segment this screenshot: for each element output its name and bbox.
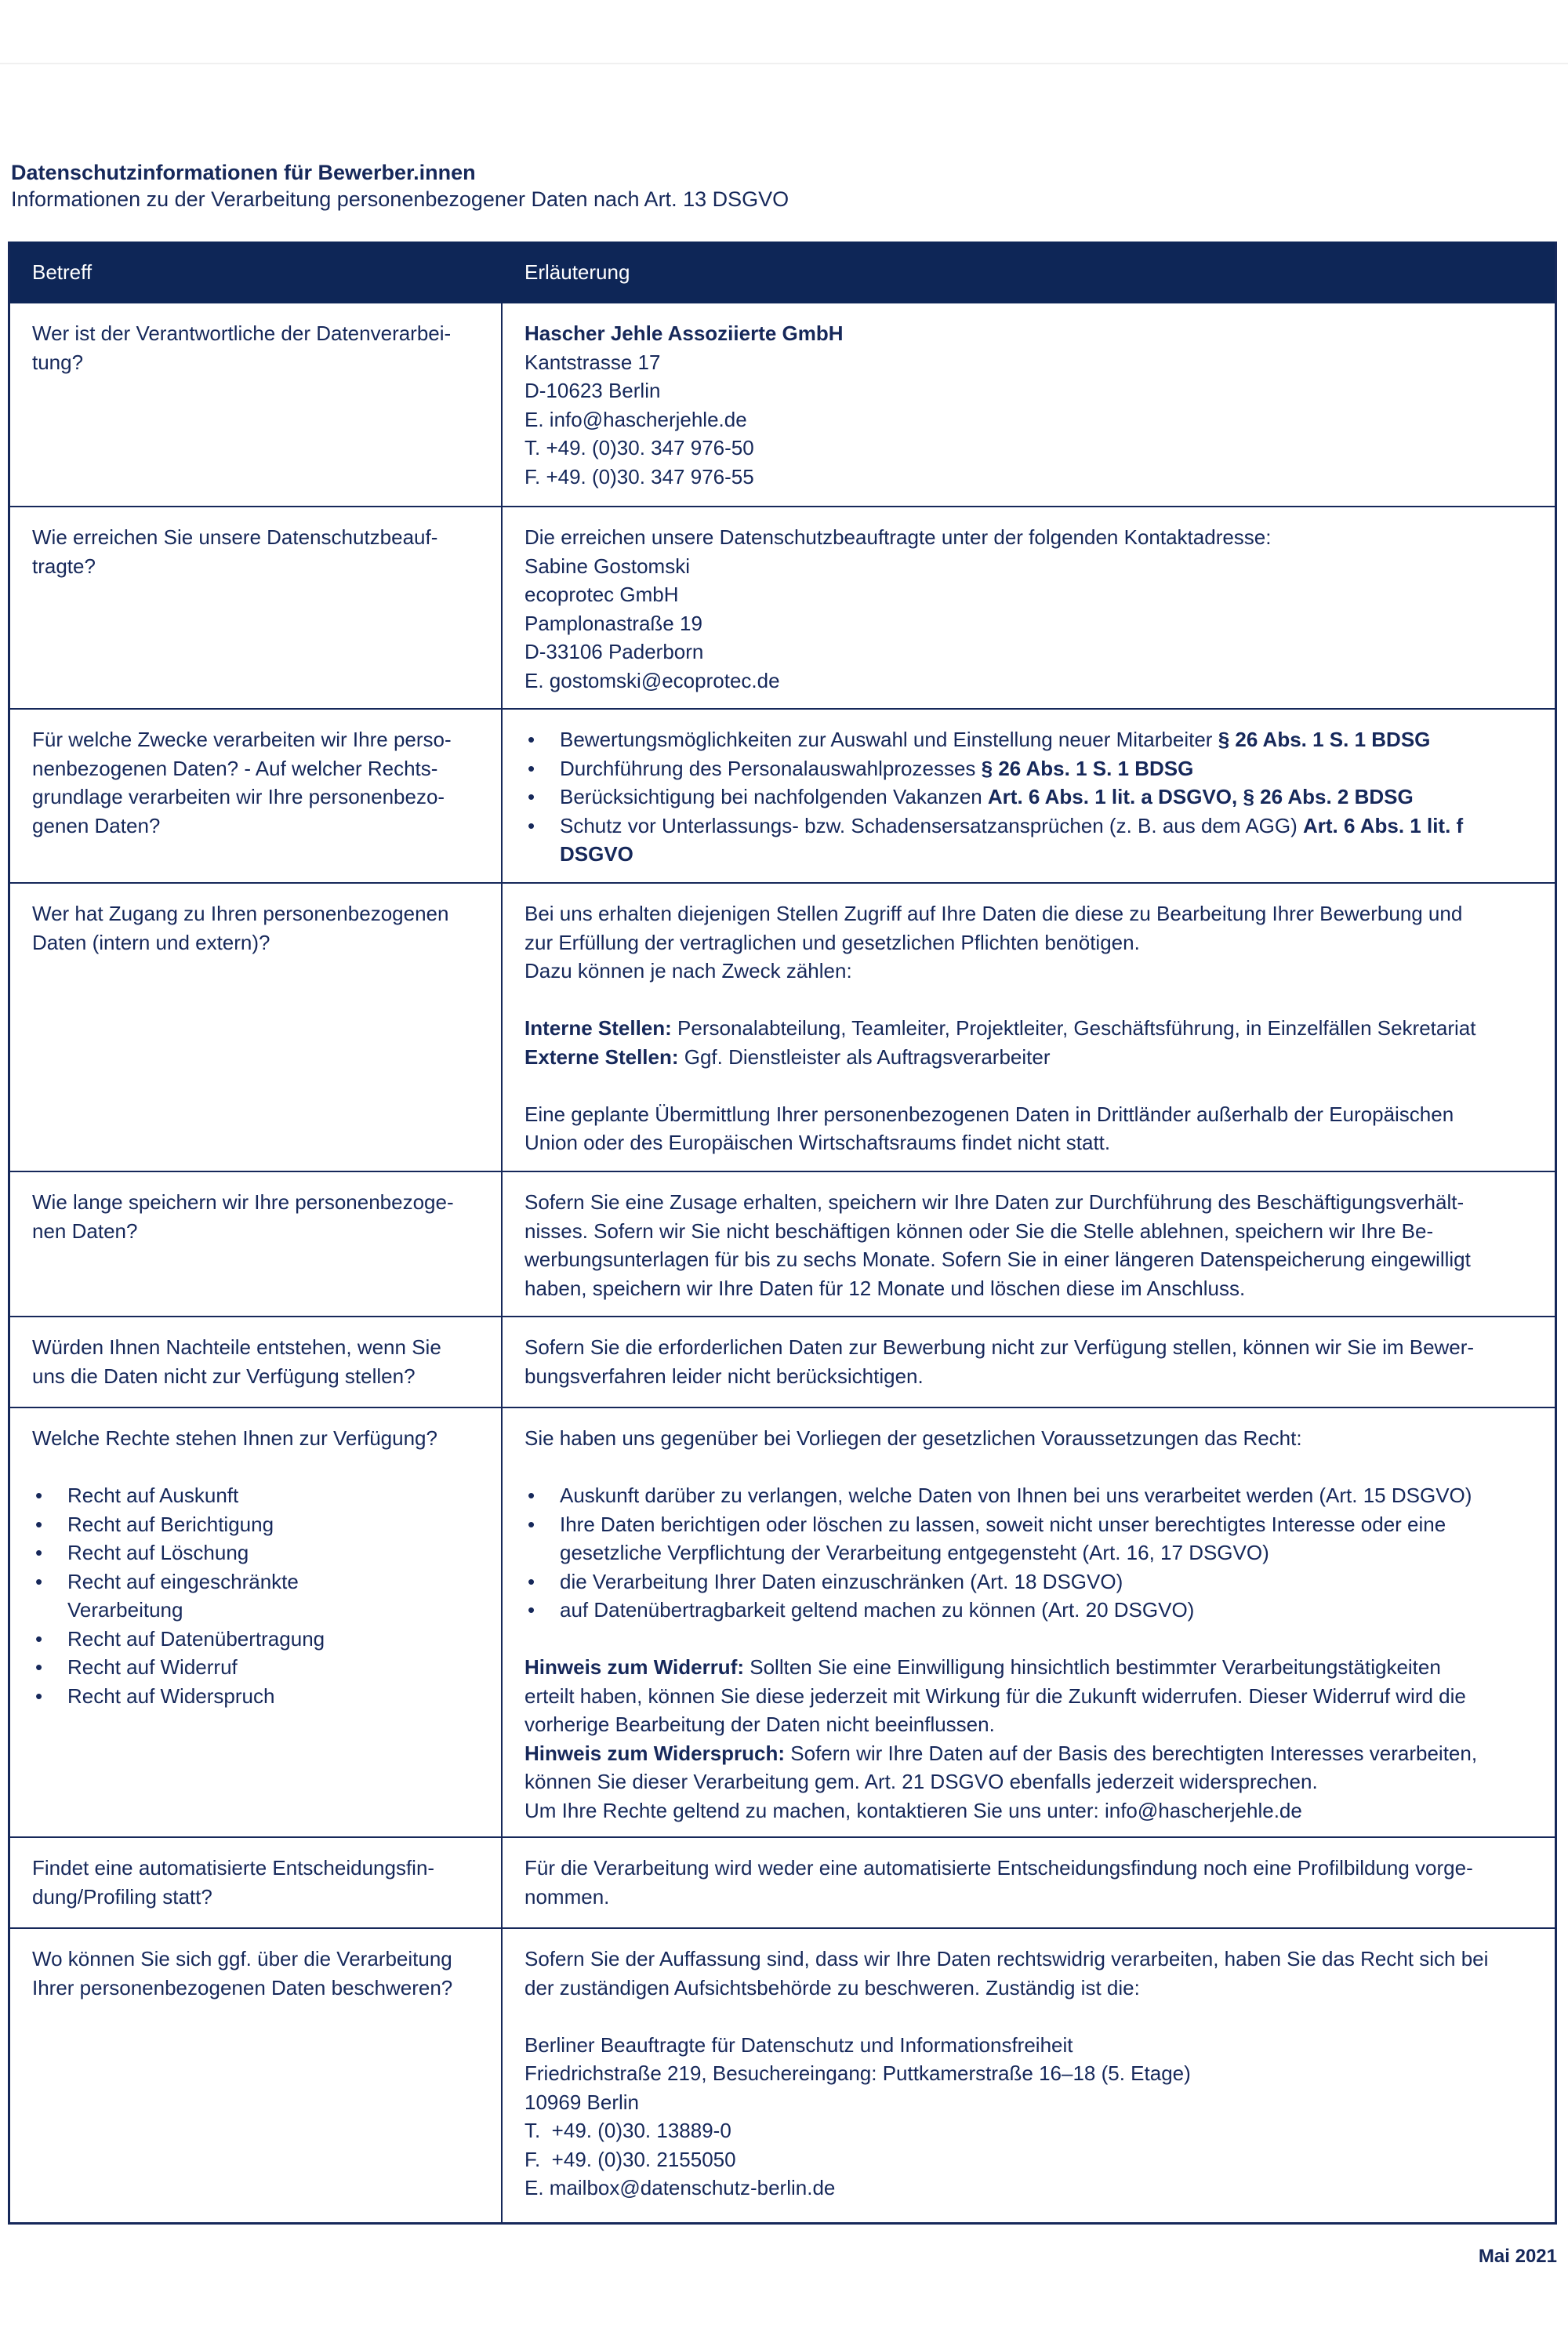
list-item: • Schutz vor Unterlassungs- bzw. Schadensersatzansprüchen (z. B. aus dem AGG) Art. 6 Abs. 1 lit. f DSGVO [524, 812, 1533, 869]
list-item: • Bewertungsmöglichkeiten zur Auswahl und Einstellung neuer Mitarbeiter § 26 Abs. 1 S. 1 BDSG [524, 725, 1533, 754]
document-subtitle: Informationen zu der Verarbeitung personenbezogener Daten nach Art. 13 DSGVO [11, 187, 789, 211]
external-bodies: Externe Stellen: Ggf. Dienstleister als Auftragsverarbeiter [524, 1044, 1051, 1069]
table-row [10, 506, 1555, 708]
email-link[interactable]: E. gostomski@ecoprotec.de [524, 668, 780, 692]
row-question: Wer ist der Verantwortliche der Datenverarbei- tung? [10, 303, 503, 506]
row-question: Wie erreichen Sie unsere Datenschutzbeauf- tragte? [10, 507, 503, 708]
table-row [10, 1836, 1555, 1927]
row-question: Wo können Sie sich ggf. über die Verarbeitung Ihrer personenbezogenen Daten beschweren? [10, 1929, 503, 2222]
table-row [10, 1927, 1555, 2222]
objection-note: Hinweis zum Widerspruch: Sofern wir Ihre Daten auf der Basis des berechtigten Interesses verarbeiten, können Sie dieser Verarbeitung gem. Art. 21 DSGVO ebenfalls jederzeit widersprechen. [524, 1741, 1478, 1793]
list-item: • Berücksichtigung bei nachfolgenden Vakanzen Art. 6 Abs. 1 lit. a DSGVO, § 26 Abs. 2 BDSG [524, 783, 1533, 812]
row-question: Für welche Zwecke verarbeiten wir Ihre perso- nenbezogenen Daten? - Auf welcher Rechts- grundlage verarbeiten wir Ihre personenbezo- genen Daten? [10, 710, 503, 882]
document-title: Datenschutzinformationen für Bewerber.innen [11, 161, 476, 184]
contact-note: Um Ihre Rechte geltend zu machen, kontaktieren Sie uns unter: info@hascherjehle.de [524, 1798, 1302, 1822]
list-item: • Ihre Daten berichtigen oder löschen zu lassen, soweit nicht unser berechtigtes Interesse oder eine gesetzliche Verpflichtung der Verarbeitung entgegensteht (Art. 16, 17 DSGVO) [524, 1510, 1533, 1567]
row-answer: Sofern Sie eine Zusage erhalten, speichern wir Ihre Daten zur Durchführung des Beschäftigungsverhält- nisses. Sofern wir Sie nicht beschäftigen können oder Sie die Stelle ablehnen, speichern wir Ihre Be- werbungsunterlagen für bis zu sechs Monate. Sofern Sie in einer längeren Datenspeicherung eingewilligt haben, speichern wir Ihre Daten für 12 Monate und löschen diese im Anschluss. [524, 1190, 1471, 1300]
internal-bodies: Interne Stellen: Personalabteilung, Teamleiter, Projektleiter, Geschäftsführung, in Einzelfällen Sekretariat [524, 1016, 1476, 1040]
row-question: Findet eine automatisierte Entscheidungsfin- dung/Profiling statt? [10, 1838, 503, 1927]
company-name: Hascher Jehle Assoziierte GmbH [524, 321, 844, 345]
table-row [10, 882, 1555, 1171]
row-answer [503, 710, 1555, 882]
row-question: Würden Ihnen Nachteile entstehen, wenn Sie uns die Daten nicht zur Verfügung stellen? [10, 1317, 503, 1407]
email-link[interactable]: E. info@hascherjehle.de [524, 407, 747, 431]
list-item: • Durchführung des Personalauswahlprozesses § 26 Abs. 1 S. 1 BDSG [524, 754, 1533, 783]
list-item: • Recht auf Löschung [32, 1538, 479, 1567]
list-item: • Auskunft darüber zu verlangen, welche Daten von Ihnen bei uns verarbeitet werden (Art. 15 DSGVO) [524, 1481, 1533, 1510]
row-answer: Sie haben uns gegenüber bei Vorliegen der gesetzlichen Voraussetzungen das Recht: • Auskunft darüber zu verlangen, welche Daten von Ihnen bei uns verarbeitet werden (Art. 15 DSGVO) • Ihre Daten berichtigen oder löschen zu lassen, soweit nicht unser berechtigtes Interesse oder eine gesetzliche Verpflichtung der Verarbeitung entgegensteht (Art. 16, 17 DSGVO) • die Verarbeitung Ihrer Daten einzuschränken (Art. 18 DSGVO) • auf Datenübertragbarkeit geltend machen zu können (Art. 20 DSGVO) Hinweis zum Widerruf: Sollten Sie eine Einwilligung hinsichtlich bestimmter Verarbeitungstätigkeiten erteilt haben, können Sie diese jederzeit mit Wirkung für die Zukunft widerrufen. Dieser Widerruf wird die vorherige Bearbeitung der Daten nicht beeinflussen. Hinweis zum Widerspruch: Sofern wir Ihre Daten auf der Basis des berechtigten Interesses verarbeiten, können Sie dieser Verarbeitung gem. Art. 21 DSGVO ebenfalls jederzeit widersprechen. Um Ihre Rechte geltend zu machen, kontaktieren Sie uns unter: info@hascherjehle.de [503, 1408, 1555, 1836]
top-divider [0, 63, 1568, 64]
table-row [10, 1171, 1555, 1316]
list-item: • Recht auf Auskunft [32, 1481, 479, 1510]
row-answer: Bei uns erhalten diejenigen Stellen Zugriff auf Ihre Daten die diese zu Bearbeitung Ihrer Bewerbung und zur Erfüllung der vertraglichen und gesetzlichen Pflichten benötigen. Dazu können je nach Zweck zählen: Interne Stellen: Personalabteilung, Teamleiter, Projektleiter, Geschäftsführung, in Einzelfällen Sekretariat Externe Stellen: Ggf. Dienstleister als Auftragsverarbeiter Eine geplante Übermittlung Ihrer personenbezogenen Daten in Drittländer außerhalb der Europäischen Union oder des Europäischen Wirtschaftsraums findet nicht statt. [503, 884, 1555, 1171]
list-item: • Recht auf eingeschränkte Verarbeitung [32, 1567, 479, 1625]
table-header [10, 242, 1555, 303]
row-answer: Die erreichen unsere Datenschutzbeauftragte unter der folgenden Kontaktadresse: Sabine Gostomski ecoprotec GmbH Pamplonastraße 19 D-33106 Paderborn E. gostomski@ecoprotec.de [503, 507, 1555, 708]
email-link[interactable]: E. mailbox@datenschutz-berlin.de [524, 2176, 836, 2199]
row-answer: Für die Verarbeitung wird weder eine automatisierte Entscheidungsfindung noch eine Profilbildung vorge- nommen. [524, 1856, 1473, 1909]
row-answer: Sofern Sie die erforderlichen Daten zur Bewerbung nicht zur Verfügung stellen, können wir Sie im Bewer- bungsverfahren leider nicht berücksichtigen. [524, 1335, 1475, 1388]
table-row [10, 1316, 1555, 1407]
list-item: • Recht auf Datenübertragung [32, 1625, 479, 1654]
rights-list [32, 1481, 479, 1710]
revocation-note: Hinweis zum Widerruf: Sollten Sie eine Einwilligung hinsichtlich bestimmter Verarbeitungstätigkeiten erteilt haben, können Sie diese jederzeit mit Wirkung für die Zukunft widerrufen. Dieser Widerruf wird die vorherige Bearbeitung der Daten nicht beeinflussen. [524, 1655, 1466, 1736]
column-header-explanation: Erläuterung [524, 260, 630, 284]
table-row [10, 708, 1555, 882]
list-item: • auf Datenübertragbarkeit geltend machen zu können (Art. 20 DSGVO) [524, 1596, 1533, 1625]
row-answer: Sofern Sie der Auffassung sind, dass wir Ihre Daten rechtswidrig verarbeiten, haben Sie das Recht sich bei der zuständigen Aufsichtsbehörde zu beschweren. Zuständig ist die: Berliner Beauftragte für Datenschutz und Informationsfreiheit Friedrichstraße 219, Besuchereingang: Puttkamerstraße 16–18 (5. Etage) 10969 Berlin T. +49. (0)30. 13889-0 F. +49. (0)30. 2155050 E. mailbox@datenschutz-berlin.de [503, 1929, 1555, 2222]
row-answer: Hascher Jehle Assoziierte GmbH Kantstrasse 17 D-10623 Berlin E. info@hascherjehle.de T. +49. (0)30. 347 976-50 F. +49. (0)30. 347 976-55 [503, 303, 1555, 506]
document-date: Mai 2021 [1478, 2246, 1557, 2267]
list-item: • Recht auf Berichtigung [32, 1510, 479, 1539]
table-row [10, 303, 1555, 506]
column-header-subject: Betreff [32, 260, 93, 284]
privacy-info-table [8, 242, 1557, 2225]
list-item: • die Verarbeitung Ihrer Daten einzuschränken (Art. 18 DSGVO) [524, 1567, 1533, 1596]
rights-detail-list [524, 1481, 1533, 1625]
list-item: • Recht auf Widerspruch [32, 1682, 479, 1711]
row-question: Wie lange speichern wir Ihre personenbezoge- nen Daten? [10, 1172, 503, 1316]
purpose-list [524, 725, 1533, 869]
row-question: Wer hat Zugang zu Ihren personenbezogenen Daten (intern und extern)? [10, 884, 503, 1171]
row-question: Welche Rechte stehen Ihnen zur Verfügung? • Recht auf Auskunft • Recht auf Berichtigung • Recht auf Löschung • Recht auf eingeschränkte Verarbeitung • Recht auf Datenübertragung • Recht auf Widerruf • Recht auf Widerspruch [10, 1408, 503, 1836]
list-item: • Recht auf Widerruf [32, 1653, 479, 1682]
table-row [10, 1407, 1555, 1836]
